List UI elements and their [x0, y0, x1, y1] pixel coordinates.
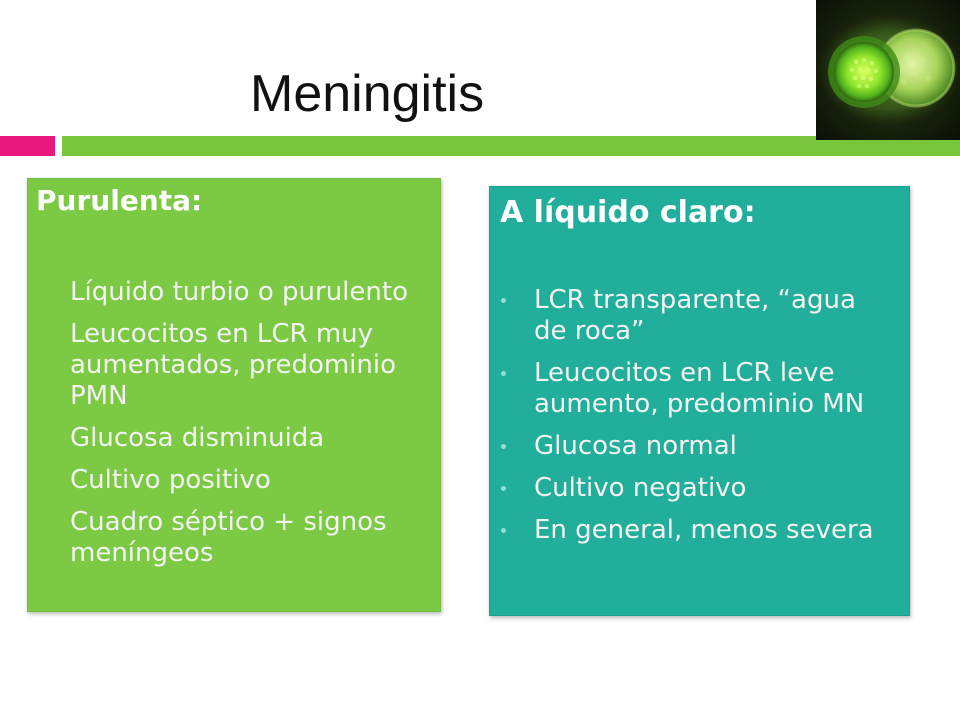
list-item-text: Leucocitos en LCR leve aumento, predominio MN	[534, 358, 865, 419]
purulent-panel	[27, 178, 441, 612]
list-item-text: Glucosa disminuida	[70, 423, 325, 453]
purulent-heading: Purulenta:	[36, 184, 203, 217]
list-item-text: Cultivo positivo	[70, 465, 271, 495]
list-item-text: LCR transparente, “agua de roca”	[534, 285, 856, 346]
list-item-text: Cultivo negativo	[534, 473, 747, 503]
list-item	[534, 431, 894, 462]
bullet-icon	[501, 444, 506, 449]
list-item	[534, 358, 894, 420]
bullet-icon	[501, 486, 506, 491]
list-item	[534, 285, 894, 347]
virus-micrograph-image	[816, 0, 960, 140]
list-item-text: Líquido turbio o purulento	[70, 277, 408, 307]
list-item-text: Glucosa normal	[534, 431, 737, 461]
bullet-icon	[501, 371, 506, 376]
list-item-text: Cuadro séptico + signos meníngeos	[70, 507, 387, 568]
clear-fluid-heading: A líquido claro:	[500, 195, 756, 230]
list-item	[70, 465, 430, 496]
clear-fluid-panel	[489, 186, 910, 616]
list-item	[70, 277, 430, 308]
list-item-text: Leucocitos en LCR muy aumentados, predominio PMN	[70, 319, 397, 411]
list-item	[70, 507, 430, 569]
list-item	[70, 423, 430, 454]
list-item-text: En general, menos severa	[534, 515, 874, 545]
clear-fluid-list	[534, 285, 894, 557]
list-item	[534, 473, 894, 504]
list-item	[534, 515, 894, 546]
bullet-icon	[501, 528, 506, 533]
purulent-list	[70, 277, 430, 580]
slide-title: Meningitis	[250, 65, 485, 123]
pink-accent-block	[0, 136, 55, 156]
bullet-icon	[501, 298, 506, 303]
list-item	[70, 319, 430, 412]
